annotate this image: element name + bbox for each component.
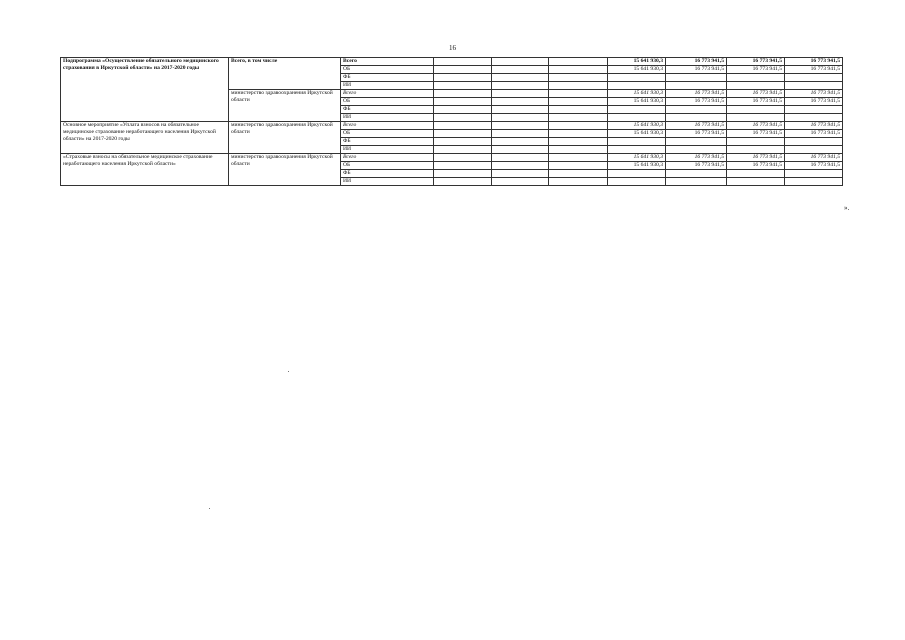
funding-source-cell: ФБ xyxy=(341,138,434,146)
value-cell-v3: 16 773 941,5 xyxy=(727,162,785,170)
value-cell-v4 xyxy=(785,138,843,146)
empty-cell xyxy=(492,90,549,98)
funding-source-cell: Всего xyxy=(341,154,434,162)
value-cell-v1 xyxy=(608,82,666,90)
empty-cell xyxy=(492,74,549,82)
funding-source-cell: ИИ xyxy=(341,146,434,154)
empty-cell xyxy=(492,66,549,74)
value-cell-v3: 16 773 941,5 xyxy=(727,98,785,106)
value-cell-v4: 16 773 941,5 xyxy=(785,58,843,66)
value-cell-v2: 16 773 941,5 xyxy=(666,90,727,98)
funding-source-cell: ОБ xyxy=(341,130,434,138)
value-cell-v2: 16 773 941,5 xyxy=(666,154,727,162)
value-cell-v1: 15 641 930,3 xyxy=(608,154,666,162)
value-cell-v2 xyxy=(666,106,727,114)
empty-cell xyxy=(492,138,549,146)
value-cell-v2: 16 773 941,5 xyxy=(666,162,727,170)
executor-cell: министерство здравоохранения Иркутской области xyxy=(229,90,341,122)
value-cell-v3 xyxy=(727,114,785,122)
empty-cell xyxy=(492,178,549,186)
value-cell-v2 xyxy=(666,146,727,154)
funding-source-cell: ФБ xyxy=(341,170,434,178)
funding-source-cell: ИИ xyxy=(341,114,434,122)
value-cell-v1: 15 641 930,3 xyxy=(608,58,666,66)
value-cell-v3 xyxy=(727,74,785,82)
empty-cell xyxy=(434,66,492,74)
value-cell-v2 xyxy=(666,178,727,186)
value-cell-v1 xyxy=(608,138,666,146)
value-cell-v1 xyxy=(608,114,666,122)
empty-cell xyxy=(492,82,549,90)
funding-source-cell: ОБ xyxy=(341,66,434,74)
value-cell-v3 xyxy=(727,138,785,146)
funding-source-cell: ФБ xyxy=(341,74,434,82)
empty-cell xyxy=(549,162,608,170)
value-cell-v4 xyxy=(785,114,843,122)
value-cell-v4: 16 773 941,5 xyxy=(785,90,843,98)
empty-cell xyxy=(549,66,608,74)
value-cell-v3 xyxy=(727,82,785,90)
value-cell-v3 xyxy=(727,106,785,114)
program-name-cell: «Страховые взносы на обязательное медицинское страхование неработающего населения Иркутской области» xyxy=(61,154,229,186)
value-cell-v2 xyxy=(666,114,727,122)
value-cell-v3: 16 773 941,5 xyxy=(727,122,785,130)
value-cell-v3 xyxy=(727,178,785,186)
value-cell-v4: 16 773 941,5 xyxy=(785,154,843,162)
value-cell-v4: 16 773 941,5 xyxy=(785,162,843,170)
value-cell-v2 xyxy=(666,170,727,178)
value-cell-v3: 16 773 941,5 xyxy=(727,90,785,98)
value-cell-v1 xyxy=(608,170,666,178)
value-cell-v1 xyxy=(608,178,666,186)
empty-cell xyxy=(549,146,608,154)
value-cell-v4 xyxy=(785,82,843,90)
empty-cell xyxy=(549,98,608,106)
empty-cell xyxy=(549,58,608,66)
empty-cell xyxy=(549,90,608,98)
empty-cell xyxy=(492,106,549,114)
empty-cell xyxy=(492,122,549,130)
value-cell-v1: 15 641 930,3 xyxy=(608,122,666,130)
empty-cell xyxy=(549,122,608,130)
empty-cell xyxy=(434,98,492,106)
empty-cell xyxy=(549,178,608,186)
value-cell-v3 xyxy=(727,170,785,178)
empty-cell xyxy=(549,74,608,82)
empty-cell xyxy=(434,130,492,138)
executor-cell: Всего, в том числе xyxy=(229,58,341,90)
value-cell-v3 xyxy=(727,146,785,154)
empty-cell xyxy=(549,154,608,162)
value-cell-v3: 16 773 941,5 xyxy=(727,154,785,162)
empty-cell xyxy=(434,138,492,146)
executor-cell: министерство здравоохранения Иркутской области xyxy=(229,122,341,154)
empty-cell xyxy=(492,162,549,170)
table-row xyxy=(61,122,843,130)
value-cell-v1: 15 641 930,3 xyxy=(608,90,666,98)
funding-source-cell: ОБ xyxy=(341,98,434,106)
value-cell-v4 xyxy=(785,170,843,178)
value-cell-v1 xyxy=(608,146,666,154)
empty-cell xyxy=(492,98,549,106)
empty-cell xyxy=(549,82,608,90)
empty-cell xyxy=(549,138,608,146)
empty-cell xyxy=(549,114,608,122)
table-row xyxy=(61,154,843,162)
empty-cell xyxy=(492,58,549,66)
value-cell-v4 xyxy=(785,74,843,82)
empty-cell xyxy=(434,122,492,130)
value-cell-v2 xyxy=(666,138,727,146)
value-cell-v2 xyxy=(666,74,727,82)
funding-source-cell: ИИ xyxy=(341,178,434,186)
empty-cell xyxy=(492,114,549,122)
empty-cell xyxy=(434,74,492,82)
value-cell-v1: 15 641 930,3 xyxy=(608,98,666,106)
funding-source-cell: Всего xyxy=(341,90,434,98)
empty-cell xyxy=(434,114,492,122)
value-cell-v2 xyxy=(666,82,727,90)
empty-cell xyxy=(434,162,492,170)
value-cell-v2: 16 773 941,5 xyxy=(666,130,727,138)
value-cell-v2: 16 773 941,5 xyxy=(666,98,727,106)
value-cell-v2: 16 773 941,5 xyxy=(666,66,727,74)
value-cell-v1: 15 641 930,3 xyxy=(608,162,666,170)
empty-cell xyxy=(434,154,492,162)
program-name-cell: Основное мероприятие «Уплата взносов на обязательное медицинское страхование неработающего населения Иркутской области» на 2017-2020 годы xyxy=(61,122,229,154)
value-cell-v3: 16 773 941,5 xyxy=(727,66,785,74)
table-row xyxy=(61,58,843,66)
value-cell-v1: 15 641 930,3 xyxy=(608,130,666,138)
empty-cell xyxy=(549,170,608,178)
empty-cell xyxy=(549,106,608,114)
value-cell-v4: 16 773 941,5 xyxy=(785,130,843,138)
executor-cell: министерство здравоохранения Иркутской области xyxy=(229,154,341,186)
value-cell-v3: 16 773 941,5 xyxy=(727,58,785,66)
empty-cell xyxy=(434,82,492,90)
value-cell-v1 xyxy=(608,106,666,114)
program-name-cell: Подпрограмма «Осуществление обязательного медицинского страхования в Иркутской области» на 2017-2020 годы xyxy=(61,58,229,122)
value-cell-v4: 16 773 941,5 xyxy=(785,66,843,74)
value-cell-v1 xyxy=(608,74,666,82)
budget-table-body xyxy=(61,58,843,186)
value-cell-v4 xyxy=(785,178,843,186)
value-cell-v4: 16 773 941,5 xyxy=(785,98,843,106)
funding-source-cell: Всего xyxy=(341,122,434,130)
empty-cell xyxy=(434,170,492,178)
empty-cell xyxy=(492,146,549,154)
empty-cell xyxy=(434,58,492,66)
value-cell-v4 xyxy=(785,146,843,154)
value-cell-v4 xyxy=(785,106,843,114)
empty-cell xyxy=(492,170,549,178)
empty-cell xyxy=(492,130,549,138)
empty-cell xyxy=(434,90,492,98)
value-cell-v4: 16 773 941,5 xyxy=(785,122,843,130)
empty-cell xyxy=(549,130,608,138)
empty-cell xyxy=(492,154,549,162)
value-cell-v2: 16 773 941,5 xyxy=(666,122,727,130)
page-number: 16 xyxy=(449,44,456,52)
value-cell-v3: 16 773 941,5 xyxy=(727,130,785,138)
budget-table xyxy=(60,57,843,186)
scan-speck xyxy=(288,371,289,372)
scan-speck xyxy=(209,508,210,509)
closing-quote-mark: ». xyxy=(844,204,850,212)
value-cell-v1: 15 641 930,3 xyxy=(608,66,666,74)
funding-source-cell: ФБ xyxy=(341,106,434,114)
empty-cell xyxy=(434,106,492,114)
empty-cell xyxy=(434,146,492,154)
funding-source-cell: Всего xyxy=(341,58,434,66)
funding-source-cell: ИИ xyxy=(341,82,434,90)
value-cell-v2: 16 773 941,5 xyxy=(666,58,727,66)
funding-source-cell: ОБ xyxy=(341,162,434,170)
empty-cell xyxy=(434,178,492,186)
